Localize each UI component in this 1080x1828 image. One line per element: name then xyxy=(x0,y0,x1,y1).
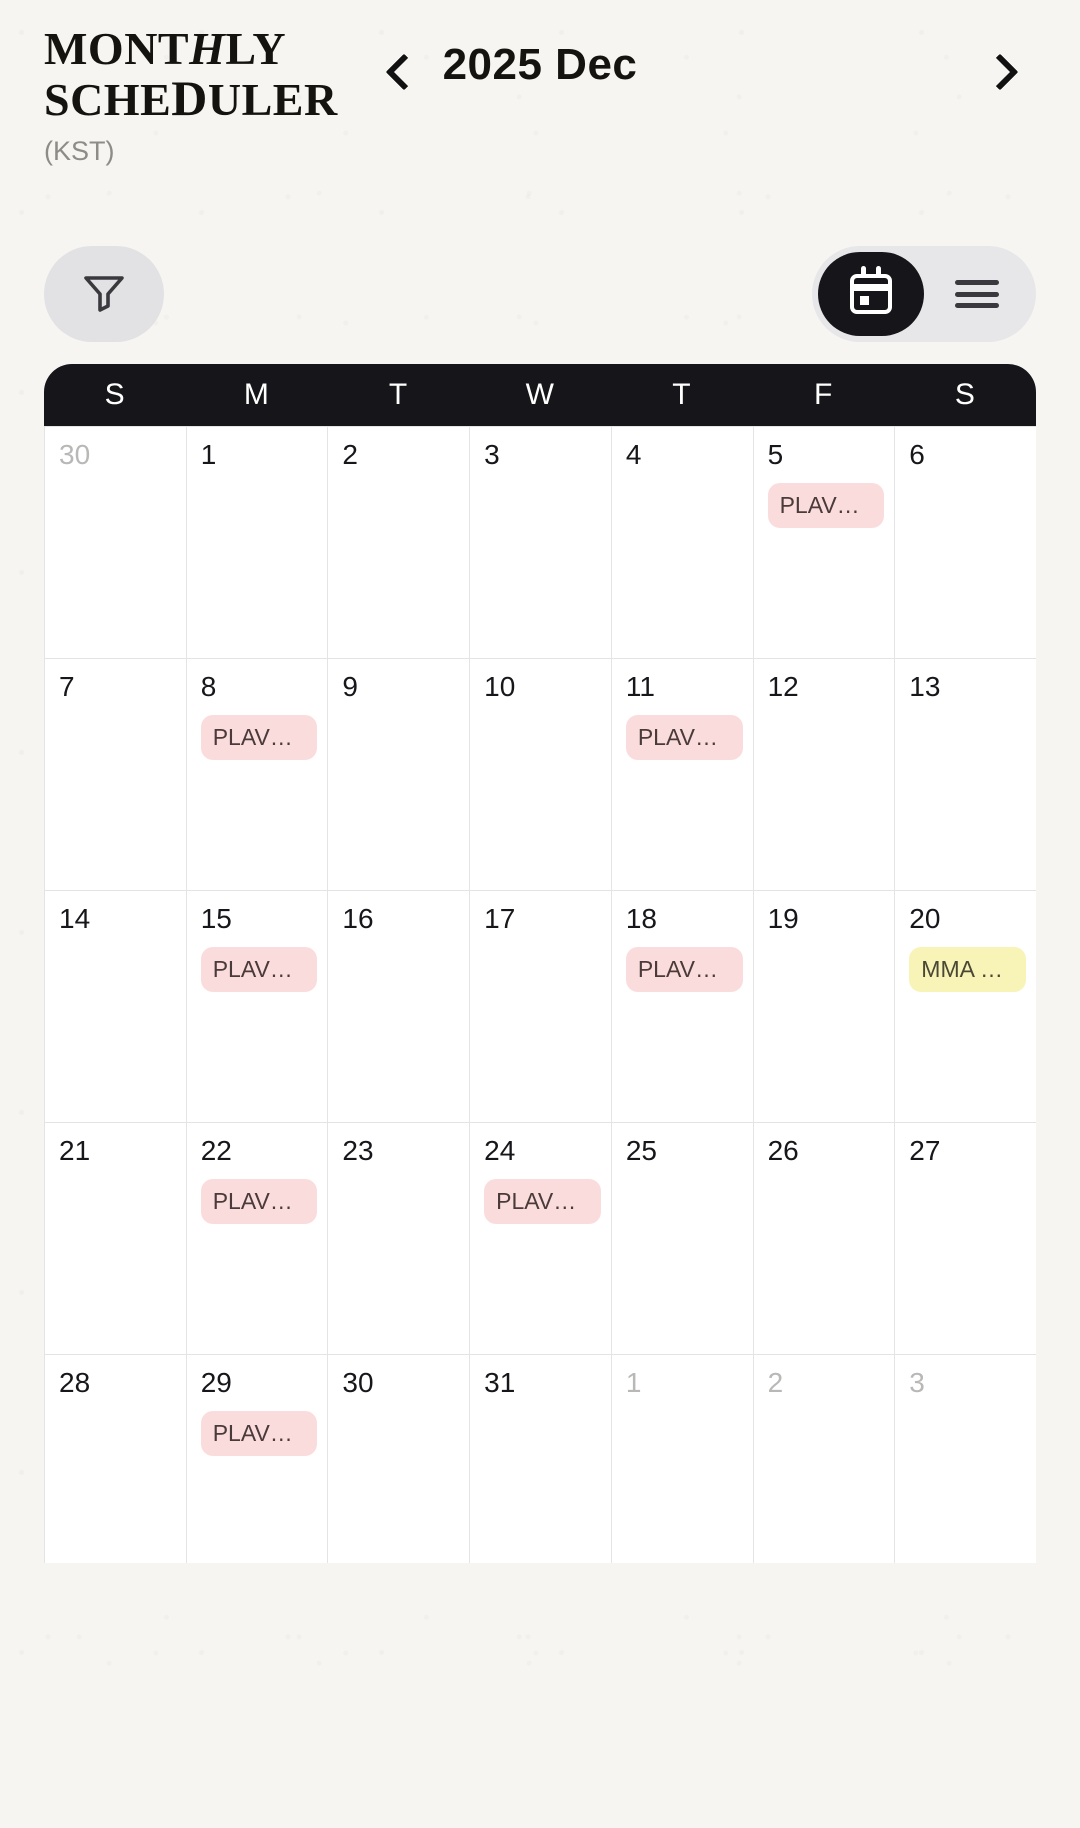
day-number: 5 xyxy=(767,439,784,470)
calendar-day-cell[interactable] xyxy=(754,659,895,890)
calendar-day-cell[interactable] xyxy=(45,891,186,1122)
day-of-week-header xyxy=(44,364,1036,426)
event-chip[interactable]: PLAV… xyxy=(626,947,743,992)
event-chip[interactable]: PLAV… xyxy=(201,715,318,760)
calendar-day-cell[interactable] xyxy=(45,1355,186,1563)
calendar-day-cell[interactable] xyxy=(754,427,895,658)
calendar-day-cell[interactable] xyxy=(612,1123,753,1354)
calendar-day-cell[interactable] xyxy=(470,891,611,1122)
day-number: 16 xyxy=(342,903,374,934)
day-number: 20 xyxy=(909,903,941,934)
day-number: 21 xyxy=(59,1135,91,1166)
day-number: 19 xyxy=(767,903,799,934)
day-number: 4 xyxy=(625,439,642,470)
calendar-grid xyxy=(44,426,1036,1563)
day-number: 30 xyxy=(59,439,91,470)
event-chip[interactable]: MMA … xyxy=(909,947,1026,992)
day-number: 9 xyxy=(342,671,358,702)
day-number: 28 xyxy=(59,1367,91,1398)
app-header xyxy=(0,0,1080,186)
day-number: 22 xyxy=(200,1135,232,1166)
calendar-day-cell[interactable] xyxy=(895,1123,1036,1354)
day-events xyxy=(626,947,743,992)
logo-text-scheduler-a: SCHE xyxy=(44,73,172,125)
calendar-day-cell[interactable] xyxy=(45,659,186,890)
logo-text-monthly-c: LY xyxy=(225,23,287,74)
logo-text-monthly-b: H xyxy=(189,23,226,74)
calendar-day-cell[interactable] xyxy=(328,427,469,658)
day-number: 27 xyxy=(909,1135,941,1166)
calendar-day-cell[interactable] xyxy=(470,1355,611,1563)
calendar-day-cell[interactable] xyxy=(187,659,328,890)
calendar-day-cell[interactable] xyxy=(45,1123,186,1354)
event-chip[interactable]: PLAV… xyxy=(201,1179,318,1224)
calendar-day-cell[interactable] xyxy=(895,891,1036,1122)
day-number: 3 xyxy=(909,1367,925,1398)
day-number: 14 xyxy=(59,903,91,934)
calendar-day-cell[interactable] xyxy=(895,1355,1036,1563)
calendar-toolbar xyxy=(0,246,1080,364)
logo-text-scheduler-c: ULER xyxy=(207,73,338,125)
day-number: 11 xyxy=(625,671,655,702)
calendar-day-cell[interactable] xyxy=(612,659,753,890)
day-number: 7 xyxy=(59,671,75,702)
day-number: 2 xyxy=(767,1367,784,1398)
day-events xyxy=(201,1179,318,1224)
calendar-day-cell[interactable] xyxy=(187,891,328,1122)
calendar-day-cell[interactable] xyxy=(612,891,753,1122)
calendar-day-cell[interactable] xyxy=(470,427,611,658)
dow-mon: M xyxy=(243,378,270,411)
day-number: 18 xyxy=(625,903,657,934)
calendar-day-cell[interactable] xyxy=(328,891,469,1122)
funnel-icon xyxy=(80,268,128,321)
list-icon xyxy=(955,280,999,308)
day-number: 29 xyxy=(200,1367,232,1398)
dow-wed: W xyxy=(525,378,555,411)
day-number: 8 xyxy=(200,671,217,702)
calendar-day-cell[interactable] xyxy=(754,891,895,1122)
tab-list-view[interactable] xyxy=(924,252,1030,336)
day-events xyxy=(201,1411,318,1456)
day-number: 24 xyxy=(484,1135,516,1166)
page-title: 2025 Dec xyxy=(442,40,638,89)
day-number: 12 xyxy=(767,671,799,702)
day-events xyxy=(201,947,318,992)
day-number: 30 xyxy=(342,1367,374,1398)
day-number: 31 xyxy=(484,1367,516,1398)
dow-fri: F xyxy=(814,378,833,411)
calendar-day-cell[interactable] xyxy=(187,427,328,658)
calendar-day-cell[interactable] xyxy=(187,1355,328,1563)
calendar-day-cell[interactable] xyxy=(45,427,186,658)
calendar-day-cell[interactable] xyxy=(612,1355,753,1563)
day-number: 1 xyxy=(200,439,217,470)
calendar-day-cell[interactable] xyxy=(754,1355,895,1563)
tab-calendar-view[interactable] xyxy=(818,252,924,336)
calendar-day-cell[interactable] xyxy=(328,1123,469,1354)
day-number: 10 xyxy=(484,671,516,702)
view-toggle-group xyxy=(812,246,1036,342)
event-chip[interactable]: PLAV… xyxy=(768,483,885,528)
event-chip[interactable]: PLAV… xyxy=(484,1179,601,1224)
calendar-day-cell[interactable] xyxy=(470,1123,611,1354)
day-events xyxy=(768,483,885,528)
filter-button[interactable] xyxy=(44,246,164,342)
calendar-icon xyxy=(850,274,892,314)
logo-text-monthly-a: MONT xyxy=(44,23,190,74)
day-number: 13 xyxy=(909,671,941,702)
calendar-day-cell[interactable] xyxy=(895,427,1036,658)
day-number: 25 xyxy=(625,1135,657,1166)
day-number: 26 xyxy=(767,1135,799,1166)
dow-sun: S xyxy=(104,378,126,411)
event-chip[interactable]: PLAV… xyxy=(626,715,743,760)
event-chip[interactable]: PLAV… xyxy=(201,947,318,992)
day-number: 3 xyxy=(484,439,500,470)
calendar-day-cell[interactable] xyxy=(187,1123,328,1354)
timezone-label: (KST) xyxy=(44,135,115,166)
calendar xyxy=(44,364,1036,1563)
day-number: 6 xyxy=(909,439,925,470)
day-events xyxy=(484,1179,601,1224)
day-number: 2 xyxy=(342,439,358,470)
calendar-day-cell[interactable] xyxy=(895,659,1036,890)
next-month-button[interactable] xyxy=(976,44,1032,100)
day-events xyxy=(909,947,1026,992)
day-events xyxy=(626,715,743,760)
day-events xyxy=(201,715,318,760)
day-number: 23 xyxy=(342,1135,374,1166)
calendar-day-cell[interactable] xyxy=(470,659,611,890)
calendar-day-cell[interactable] xyxy=(328,659,469,890)
chevron-right-icon xyxy=(982,54,1019,91)
dow-sat: S xyxy=(954,378,976,411)
logo-text-scheduler-b: D xyxy=(171,69,208,126)
calendar-day-cell[interactable] xyxy=(612,427,753,658)
day-number: 1 xyxy=(625,1367,642,1398)
day-number: 15 xyxy=(200,903,232,934)
dow-thu: T xyxy=(672,378,692,411)
calendar-day-cell[interactable] xyxy=(328,1355,469,1563)
dow-tue: T xyxy=(388,378,408,411)
day-number: 17 xyxy=(484,903,516,934)
event-chip[interactable]: PLAV… xyxy=(201,1411,318,1456)
calendar-day-cell[interactable] xyxy=(754,1123,895,1354)
